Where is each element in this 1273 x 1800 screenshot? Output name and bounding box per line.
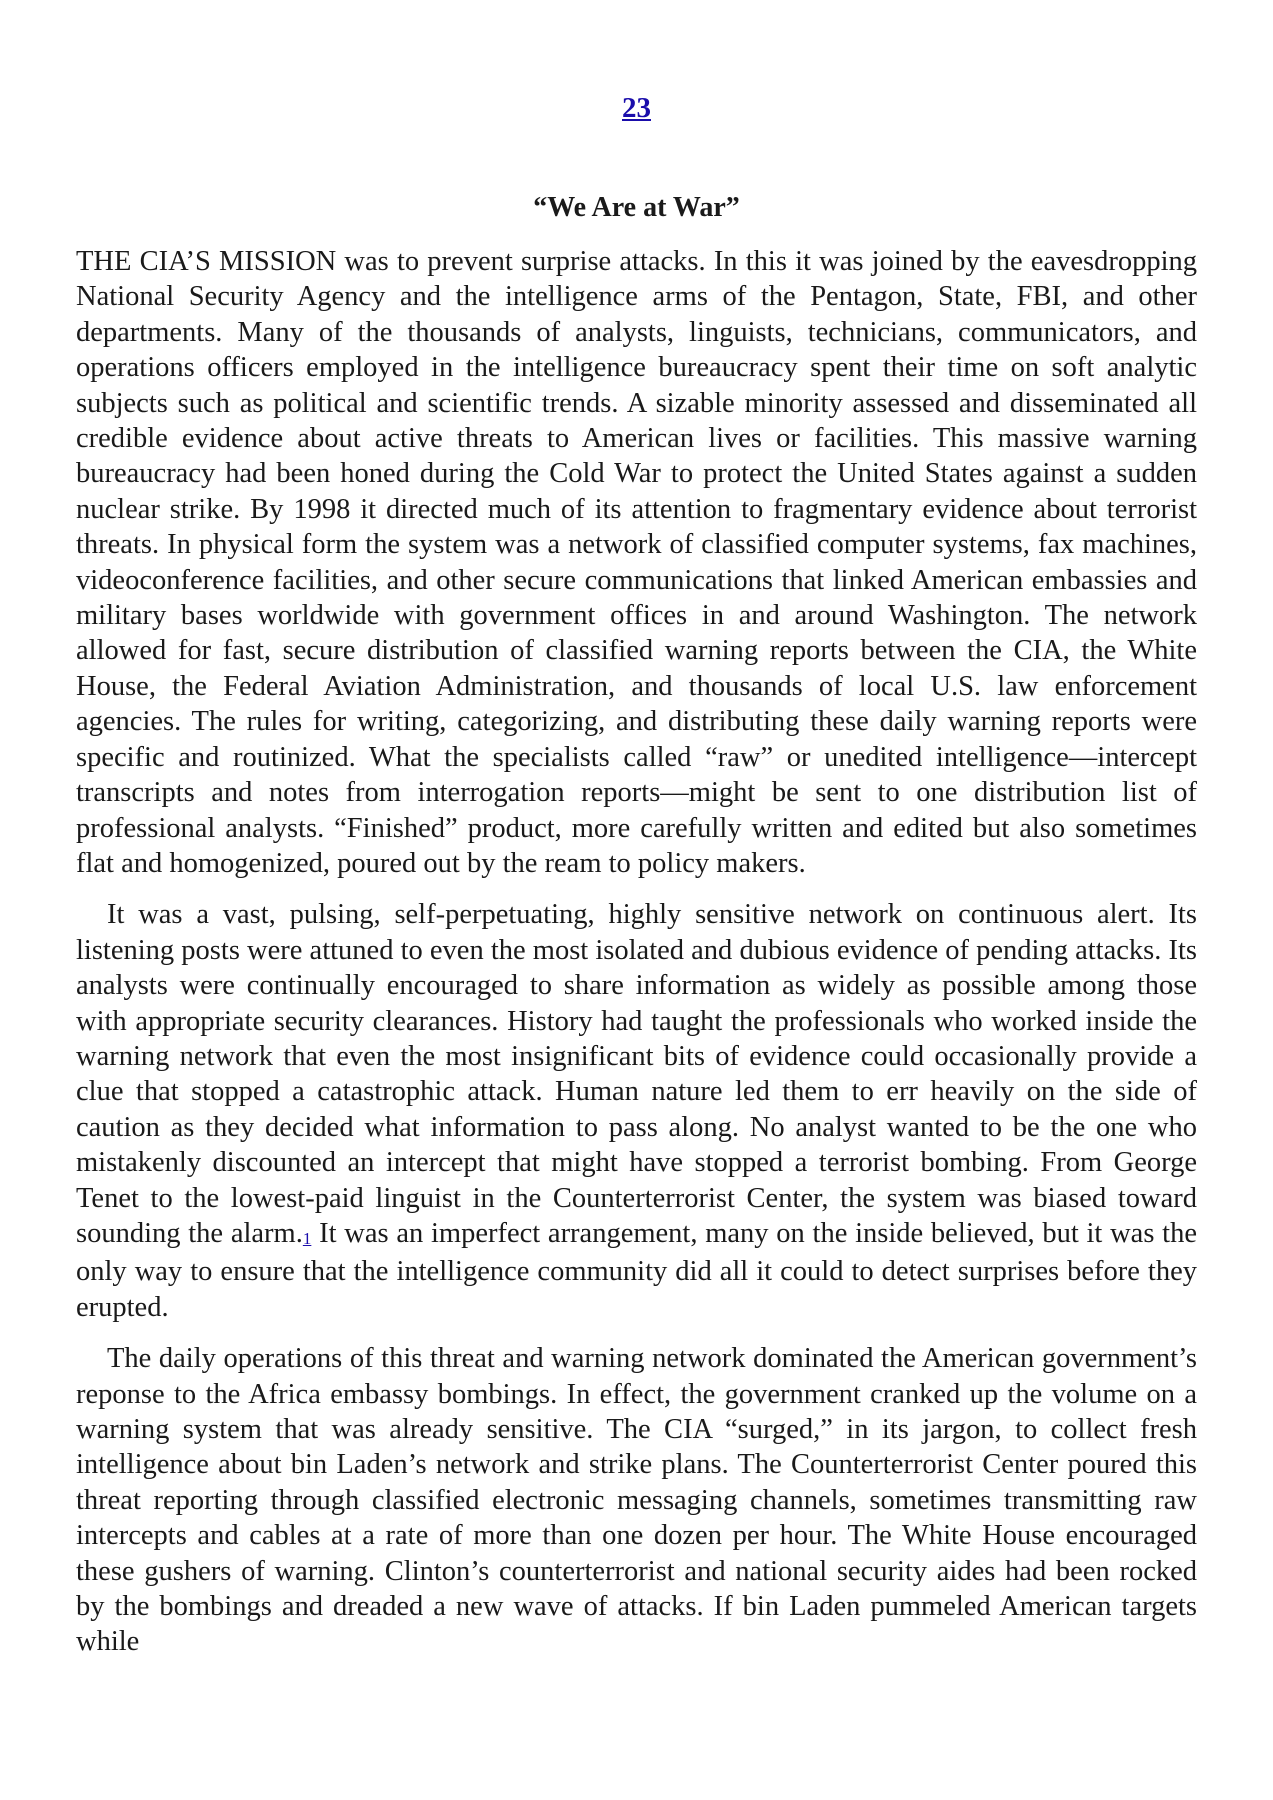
paragraph-3: The daily operations of this threat and warning network dominated the American government’s reponse to the Africa embassy bombings. In effect, the government cranked up the volume on a warning system that was already sensitive. The CIA “surged,” in its jargon, to collect fresh intelligence about bin Laden’s network and strike plans. The Counterterrorist Center poured this threat reporting through classified electronic messaging channels, sometimes transmitting raw intercepts and cables at a rate of more than one dozen per hour. The White House encouraged these gushers of warning. Clinton’s counterterrorist and national security aides had been rocked by the bombings and dreaded a new wave of attacks. If bin Laden pummeled American targets while	[76, 1343, 1197, 1658]
paragraph-2-text-after-note: It was an imperfect arrangement, many on the inside believed, but it was the only way to ensure that the intelligence community did all it could to detect surprises before they erupted.	[76, 1217, 1197, 1323]
footnote-link[interactable]: 1	[302, 1228, 312, 1248]
paragraph-2-text-before-note: It was a vast, pulsing, self-perpetuating, highly sensitive network on continuous alert. Its listening posts were attuned to even the most isolated and dubious evidence of pending attacks. Its analysts were continually encouraged to share information as widely as possible among those with appropriate security clearances. History had taught the professionals who worked inside the warning network that even the most insignificant bits of evidence could occasionally provide a clue that stopped a catastrophic attack. Human nature led them to err heavily on the side of caution as they decided what information to pass along. No analyst wanted to be the one who mistakenly discounted an intercept that might have stopped a terrorist bombing. From George Tenet to the lowest-paid linguist in the Counterterrorist Center, the system was biased toward sounding the alarm.	[76, 899, 1197, 1249]
paragraph-1: THE CIA’S MISSION was to prevent surprise attacks. In this it was joined by the eavesdropping National Security Agency and the intelligence arms of the Pentagon, State, FBI, and other departments. Many of the thousands of analysts, linguists, technicians, communicators, and operations officers employed in the intelligence bureaucracy spent their time on soft analytic subjects such as political and scientific trends. A sizable minority assessed and disseminated all credible evidence about active threats to American lives or facilities. This massive warning bureaucracy had been honed during the Cold War to protect the United States against a sudden nuclear strike. By 1998 it directed much of its attention to fragmentary evidence about terrorist threats. In physical form the system was a network of classified computer systems, fax machines, videoconference facilities, and other secure communications that linked American embassies and military bases worldwide with government offices in and around Washington. The network allowed for fast, secure distribution of classified warning reports between the CIA, the White House, the Federal Aviation Administration, and thousands of local U.S. law enforcement agencies. The rules for writing, categorizing, and distributing these daily warning reports were specific and routinized. What the specialists called “raw” or unedited intelligence—intercept transcripts and notes from interrogation reports—might be sent to one distribution list of professional analysts. “Finished” product, more carefully written and edited but also sometimes flat and homogenized, poured out by the ream to policy makers.	[76, 246, 1197, 879]
chapter-title: “We Are at War”	[533, 192, 740, 223]
chapter-number	[0, 92, 1273, 125]
footnote-marker	[303, 1229, 312, 1248]
paragraph-2	[76, 897, 1197, 1325]
chapter-number-link[interactable]: 23	[622, 92, 651, 124]
chapter-body	[76, 244, 1197, 1676]
